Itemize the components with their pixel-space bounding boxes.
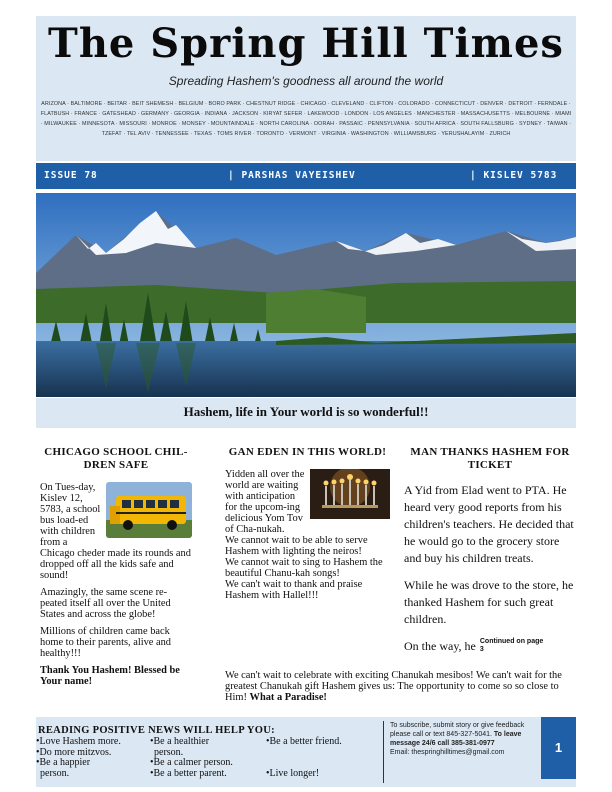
mountain-lake-photo (36, 193, 576, 397)
school-bus-photo (106, 482, 192, 538)
message-line: To leave message 24/6 call 385-381-0977 (390, 731, 522, 747)
list-item: person. (40, 767, 70, 779)
list-item: •Love Hashem more. (36, 736, 121, 747)
article-paragraph: We cannot wait to sing to Hashem the beautiful Chanu-kah songs! (225, 557, 383, 579)
article-paragraph: We cannot wait to be able to serve Hashem with lighting the neiros! (225, 535, 368, 557)
list-item: •Be a better friend. (266, 736, 342, 747)
list-item: •Live longer! (266, 767, 320, 779)
masthead (36, 16, 576, 161)
list-item (266, 758, 342, 769)
subscribe-info (390, 721, 538, 757)
subscribe-text: To subscribe, submit story or give feedback please call or text 845-327-5041. (390, 722, 525, 738)
article-paragraph: Millions of children came back home to their parents, alive and healthy!!! (40, 626, 171, 659)
footer-heading: READING POSITIVE NEWS WILL HELP YOU: (38, 725, 275, 736)
issue-number: ISSUE 78 (44, 170, 98, 181)
newspaper-title: The Spring Hill Times (48, 20, 564, 67)
menorah-photo (310, 469, 390, 519)
article-paragraph: On the way, he (404, 639, 476, 653)
photo-caption: Hashem, life in Your world is so wonderful!! (36, 398, 576, 428)
footer-divider (383, 721, 384, 783)
list-item: person. (154, 746, 184, 758)
list-item (266, 748, 342, 759)
article-paragraph: Amazingly, the same scene re-peated itself all over the United States and across the globe! (40, 587, 171, 620)
benefits-list-1 (36, 737, 121, 779)
article-gan-eden-continued (225, 670, 575, 703)
article-paragraph: We can't wait to thank and praise Hashem with Hallel!!! (225, 579, 363, 601)
benefits-list-3 (266, 737, 342, 779)
list-item: •Be a healthier (150, 736, 210, 747)
article-closing: Thank You Hashem! Blessed be Your name! (40, 665, 180, 687)
hebrew-date: | KISLEV 5783 (470, 170, 558, 181)
article-paragraph: On Tues-day, Kislev 12, 5783, a school bus load-ed with children from a Chicago cheder made its rounds and dropped off all the kids safe and sound! (40, 482, 191, 581)
list-item: •Be a happier (36, 757, 91, 768)
page-number: 1 (541, 717, 576, 779)
article-headline: GAN EDEN IN THIS WORLD! (228, 446, 387, 458)
article-closing: What a Paradise! (249, 692, 327, 703)
parsha-label: | PARSHAS VAYEISHEV (228, 170, 356, 181)
continued-link[interactable]: Continued on page 3 (479, 638, 544, 653)
article-gan-eden (225, 446, 390, 601)
issue-bar (36, 163, 576, 189)
tagline: Spreading Hashem's goodness all around the world (168, 74, 444, 88)
list-item: •Do more mitzvos. (36, 746, 112, 758)
list-item: •Be a better parent. (150, 767, 227, 779)
article-paragraph: While he was drove to the store, he thanked Hashem for such great children. (404, 578, 574, 626)
locations-list: ARIZONA · BALTIMORE · BEITAR · BEIT SHEMESH · BELGIUM · BORO PARK · CHESTNUT RIDGE · CHICAGO · CLEVELAND · CLIFTON · COLORADO · CONNECTICUT · DENVER · DETROIT · FERNDALE · FLATBUSH · FRANCE · GATESHEAD · GERMANY · GEORGIA · INDIANA · JACKSON · KIRYAT SEFER · LAKEWOOD · LONDON · LOS ANGELES · MANCHESTER · MASSACHUSETTS · MELBOURNE · MIAMI · MILWAUKEE · MINNESOTA · MISSOURI · MONROE · MONSEY · MOUNTAINDALE · NORTH CAROLINA · OORAH · PASSAIC · PENNSYLVANIA · SOUTH AFRICA · SOUTH FALLSBURG · SYDNEY · TAIWAN · TZEFAT · TEL AVIV · TENNESSEE · TEXAS · TOMS RIVER · TORONTO · VERMONT · VIRGINIA · WASHINGTON · WILLIAMSBURG · YERUSHALAYIM · ZURICH (40, 101, 572, 137)
article-paragraph: Yidden all over the world are waiting with anticipation for the upcom-ing delicious Yom Tov of Cha-nukah. (225, 469, 305, 535)
article-chicago-school (40, 446, 192, 693)
article-paragraph: We can't wait to celebrate with exciting Chanukah mesibos! We can't wait for the greatest Chanukah gift Hashem gives us: The opportunity to come so so close to Him! (225, 670, 562, 703)
article-man-thanks (404, 446, 576, 655)
article-headline: MAN THANKS HASHEM FOR TICKET (410, 446, 570, 471)
email-contact[interactable]: Email: thespringhilltimes@gmail.com (390, 749, 505, 756)
list-item: •Be a calmer person. (150, 757, 233, 768)
benefits-list-2 (150, 737, 233, 779)
footer-panel (36, 717, 576, 787)
article-paragraph: A Yid from Elad went to PTA. He heard very good reports from his children's teachers. He decided that he would go to the grocery store and buy his children treats. (404, 483, 574, 565)
article-headline: CHICAGO SCHOOL CHIL-DREN SAFE (44, 446, 188, 471)
